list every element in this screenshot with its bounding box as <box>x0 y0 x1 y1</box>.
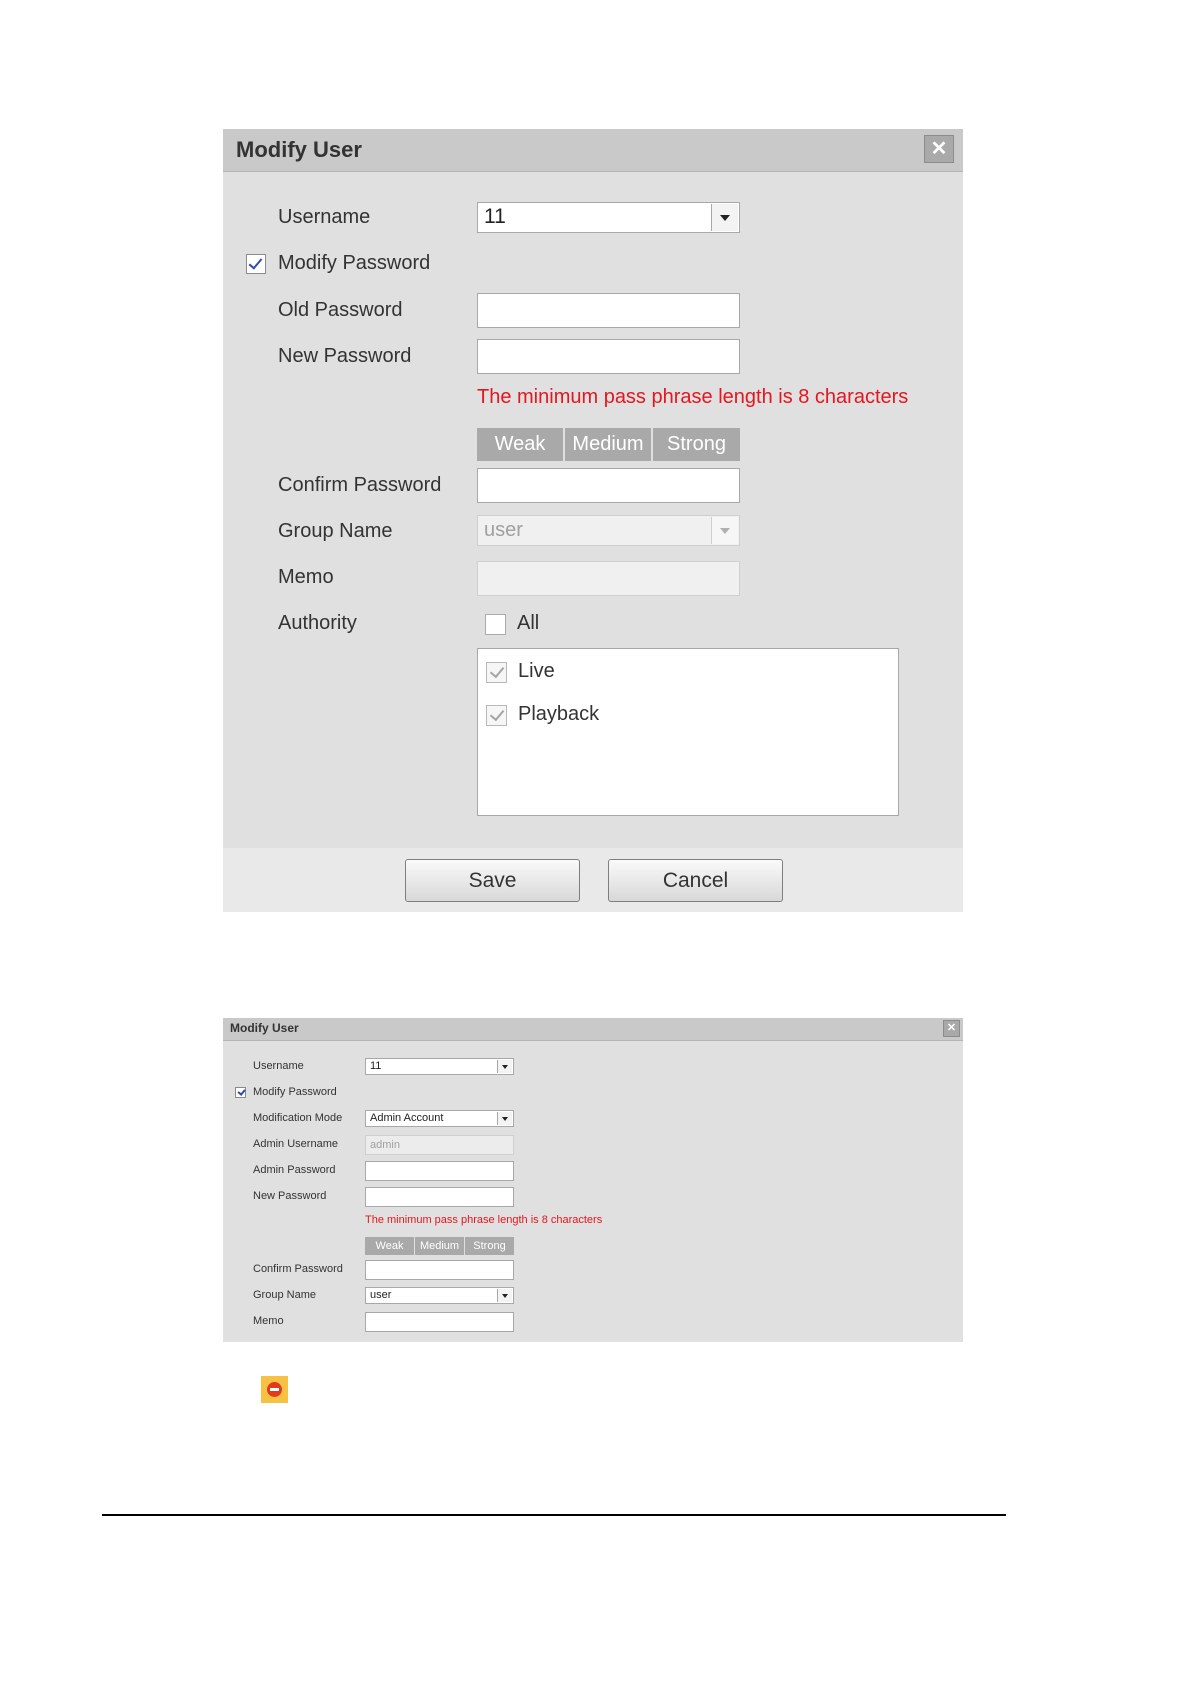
chevron-down-icon[interactable] <box>497 1060 512 1073</box>
playback-checkbox[interactable] <box>486 705 507 726</box>
new-password-label: New Password <box>278 345 412 367</box>
close-icon: ✕ <box>946 1022 957 1034</box>
live-checkbox[interactable] <box>486 662 507 683</box>
username-value: 11 <box>370 1060 382 1072</box>
modify-user-dialog-small <box>223 1018 963 1342</box>
modify-password-label: Modify Password <box>278 252 431 274</box>
confirm-password-input[interactable] <box>365 1260 514 1280</box>
old-password-label: Old Password <box>278 299 403 321</box>
group-name-select[interactable] <box>365 1287 514 1304</box>
password-strength-bar <box>477 428 740 461</box>
modify-password-label: Modify Password <box>253 1086 337 1098</box>
old-password-input[interactable] <box>477 293 740 328</box>
min-length-warning: The minimum pass phrase length is 8 characters <box>365 1214 603 1226</box>
memo-label: Memo <box>253 1315 284 1327</box>
modify-password-checkbox[interactable] <box>246 254 266 274</box>
close-icon: ✕ <box>930 138 948 160</box>
modify-user-dialog-large <box>223 129 963 912</box>
caution-icon <box>261 1376 288 1403</box>
username-select[interactable] <box>365 1058 514 1075</box>
username-value: 11 <box>484 205 506 228</box>
group-name-label: Group Name <box>253 1289 316 1301</box>
min-length-warning: The minimum pass phrase length is 8 characters <box>477 386 909 408</box>
admin-username-label: Admin Username <box>253 1138 338 1150</box>
username-label: Username <box>278 206 371 228</box>
admin-username-placeholder: admin <box>370 1139 400 1151</box>
page-footer-divider <box>102 1514 1006 1516</box>
authority-label: Authority <box>278 612 357 634</box>
memo-label: Memo <box>278 566 334 588</box>
modification-mode-label: Modification Mode <box>253 1112 343 1124</box>
confirm-password-label: Confirm Password <box>253 1263 343 1275</box>
strength-weak: Weak <box>477 428 565 461</box>
memo-input[interactable] <box>365 1312 514 1332</box>
authority-list <box>477 648 899 816</box>
password-strength-bar <box>365 1237 514 1255</box>
live-label: Live <box>518 660 555 682</box>
new-password-label: New Password <box>253 1190 327 1202</box>
modification-mode-select[interactable] <box>365 1110 514 1127</box>
close-button[interactable] <box>924 135 954 163</box>
strength-medium: Medium <box>565 428 653 461</box>
group-name-value: user <box>370 1289 392 1301</box>
dialog-title-bar <box>223 129 963 172</box>
admin-password-input[interactable] <box>365 1161 514 1181</box>
admin-username-input <box>365 1135 514 1155</box>
chevron-down-icon[interactable] <box>497 1112 512 1125</box>
group-name-value: user <box>484 519 523 541</box>
dialog-title: Modify User <box>236 137 362 162</box>
close-button[interactable] <box>943 1020 960 1037</box>
modify-password-checkbox[interactable] <box>235 1087 246 1098</box>
modification-mode-value: Admin Account <box>370 1112 444 1124</box>
admin-password-label: Admin Password <box>253 1164 336 1176</box>
new-password-input[interactable] <box>365 1187 514 1207</box>
authority-all-label: All <box>517 612 540 634</box>
strength-weak: Weak <box>365 1237 415 1255</box>
dialog-footer <box>223 848 963 912</box>
dialog-title: Modify User <box>230 1021 299 1035</box>
confirm-password-input[interactable] <box>477 468 740 503</box>
chevron-down-icon[interactable] <box>497 1289 512 1302</box>
username-select[interactable] <box>477 202 740 233</box>
chevron-down-icon <box>711 517 738 544</box>
group-name-select <box>477 515 740 546</box>
new-password-input[interactable] <box>477 339 740 374</box>
save-button[interactable]: Save <box>405 859 580 902</box>
memo-input <box>477 561 740 596</box>
authority-all-checkbox[interactable] <box>485 614 506 635</box>
cancel-button[interactable]: Cancel <box>608 859 783 902</box>
username-label: Username <box>253 1060 304 1072</box>
strength-strong: Strong <box>653 428 740 461</box>
dialog-title-bar <box>223 1018 963 1041</box>
confirm-password-label: Confirm Password <box>278 474 442 496</box>
strength-strong: Strong <box>465 1237 514 1255</box>
chevron-down-icon[interactable] <box>711 204 738 231</box>
group-name-label: Group Name <box>278 520 393 542</box>
strength-medium: Medium <box>415 1237 465 1255</box>
playback-label: Playback <box>518 703 600 725</box>
